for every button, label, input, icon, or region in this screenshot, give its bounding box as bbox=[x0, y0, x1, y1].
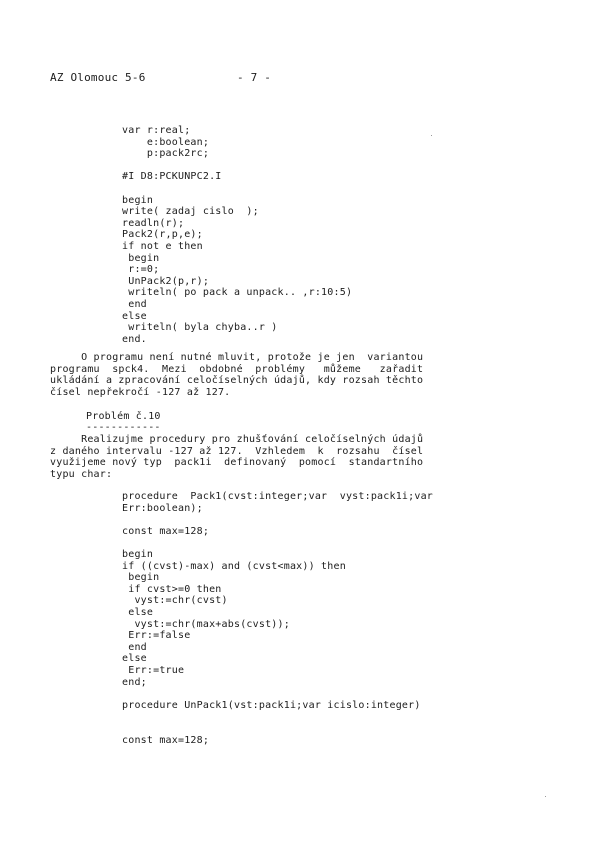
code-line: begin bbox=[122, 549, 154, 560]
code-line: #I D8:PCKUNPC2.I bbox=[122, 171, 222, 183]
code-line: readln(r); bbox=[122, 217, 185, 229]
code-line: begin bbox=[122, 252, 160, 264]
page-header-title: AZ Olomouc 5-6 bbox=[50, 71, 146, 84]
code-line: Err:=false bbox=[122, 630, 191, 642]
code-line: end bbox=[122, 641, 147, 653]
code-line: Err:=true bbox=[122, 665, 185, 676]
code-line: begin bbox=[122, 572, 160, 584]
code-line: const max=128; bbox=[122, 734, 210, 746]
code-line: if cvst>=0 then bbox=[122, 583, 222, 595]
code-line: Err:boolean); bbox=[122, 502, 203, 514]
text-line: O programu není nutné mluvit, protože je jen variantou bbox=[50, 352, 424, 363]
text-line: využijeme nový typ pack1i definovaný pomocí standartního bbox=[50, 457, 424, 469]
code-line: end. bbox=[122, 333, 147, 345]
text-line: čísel nepřekročí -127 až 127. bbox=[50, 386, 231, 398]
code-line: end; bbox=[122, 676, 147, 688]
code-line: else bbox=[122, 310, 147, 322]
code-line: p:pack2rc; bbox=[122, 148, 210, 160]
code-line: vyst:=chr(cvst) bbox=[122, 595, 228, 607]
code-line: procedure UnPack1(vst:pack1i;var icislo:integer) bbox=[122, 699, 421, 711]
scan-speck bbox=[545, 796, 546, 797]
code-line: writeln( po pack a unpack.. ,r:10:5) bbox=[122, 287, 353, 299]
code-line: var r:real; bbox=[122, 125, 191, 136]
code-line: end bbox=[122, 299, 147, 310]
code-line: const max=128; bbox=[122, 525, 210, 537]
page-number: - 7 - bbox=[237, 71, 272, 84]
code-line: else bbox=[122, 653, 147, 665]
code-line: if not e then bbox=[122, 241, 203, 252]
code-line: if ((cvst)-max) and (cvst<max)) then bbox=[122, 560, 346, 572]
code-line: else bbox=[122, 607, 154, 618]
text-line: z daného intervalu -127 až 127. Vzhledem k rozsahu čísel bbox=[50, 445, 424, 457]
section-title: Problém č.10 bbox=[86, 411, 161, 422]
text-line: Realizujme procedury pro zhušťování celočíselných údajů bbox=[50, 434, 424, 445]
section-underline: ------------ bbox=[86, 422, 161, 433]
code-line: writeln( byla chyba..r ) bbox=[122, 322, 278, 334]
text-line: ukládání a zpracování celočíselných údajů, kdy rozsah těchto bbox=[50, 375, 424, 387]
code-line: e:boolean; bbox=[122, 136, 210, 148]
code-line: begin bbox=[122, 194, 154, 206]
text-line: typu char: bbox=[50, 468, 113, 480]
code-line: Pack2(r,p,e); bbox=[122, 229, 203, 241]
code-line: write( zadaj cislo ); bbox=[122, 206, 259, 218]
code-line: r:=0; bbox=[122, 264, 160, 276]
code-line: UnPack2(p,r); bbox=[122, 275, 210, 287]
code-line: procedure Pack1(cvst:integer;var vyst:pack1i;var bbox=[122, 491, 434, 502]
text-line: programu spck4. Mezi obdobné problémy můžeme zařadit bbox=[50, 363, 424, 375]
code-line: vyst:=chr(max+abs(cvst)); bbox=[122, 618, 290, 630]
scan-speck bbox=[431, 135, 432, 136]
